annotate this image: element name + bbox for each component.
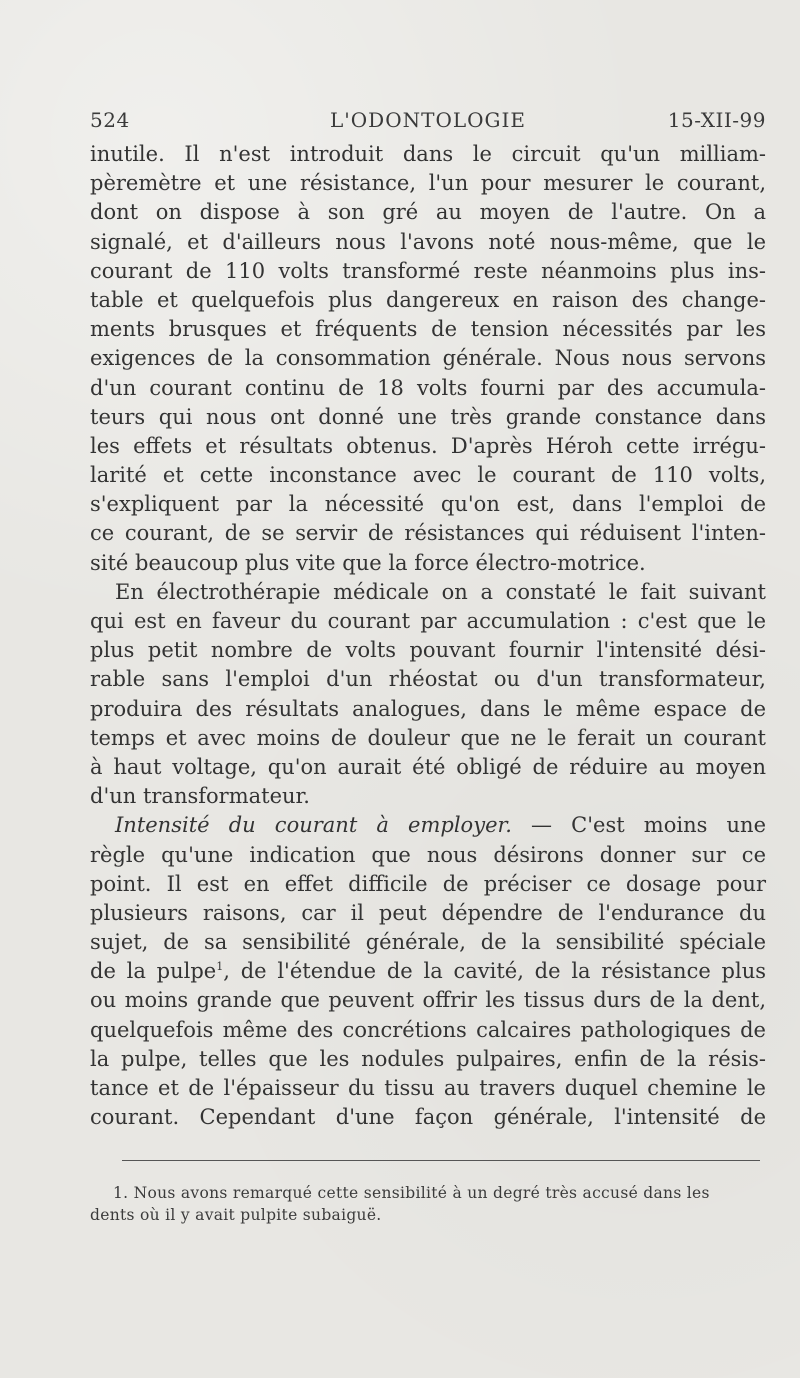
text-line: point. Il est en effet difficile de préciser ce dosage pour [90,871,766,896]
text-line: courant. Cependant d'une façon générale, l'intensité de [90,1105,766,1130]
text-line: inutile. Il n'est introduit dans le circuit qu'un milliam- [90,142,766,166]
text-line: quelquefois même des concrétions calcaires pathologiques de [90,1017,766,1042]
pulpe-line-end: , de l'étendue de la cavité, de la résistance plus [223,959,766,984]
text-line: signalé, et d'ailleurs nous l'avons noté nous-même, que le [90,229,766,254]
footnote-divider [122,1160,760,1161]
text-line: à haut voltage, qu'on aurait été obligé de réduire au moyen [90,754,766,779]
paragraph-end-line: sité beaucoup plus vite que la force électro-motrice. [90,550,646,575]
section-lead-text: — C'est moins une [531,813,766,838]
text-line: produira des résultats analogues, dans le même espace de [90,696,766,721]
footnote-marker: 1 [216,960,224,974]
text-line: les effets et résultats obtenus. D'après Héroh cette irrégu- [90,433,766,458]
text-line: s'expliquent par la nécessité qu'on est, dans l'emploi de [90,492,766,517]
issue-date: 15-XII-99 [667,108,766,132]
text-line: pèremètre et une résistance, l'un pour mesurer le courant, [90,171,766,196]
running-head [90,106,766,134]
page-number: 524 [90,108,130,132]
paragraph-start-line: En électrothérapie médicale on a constaté le fait suivant [115,579,766,604]
text-line: larité et cette inconstance avec le courant de 110 volts, [90,463,766,488]
text-line: teurs qui nous ont donné une très grande constance dans [90,404,766,429]
text-line: tance et de l'épaisseur du tissu au travers duquel chemine le [90,1076,766,1100]
text-line: table et quelquefois plus dangereux en raison des change- [90,287,766,312]
text-line-with-footnote [90,957,766,986]
text-line: qui est en faveur du courant par accumulation : c'est que le [90,609,766,633]
text-line: d'un courant continu de 18 volts fourni par des accumula- [90,375,766,400]
body-text [90,140,766,1132]
pulpe-line-start: de la pulpe [90,959,217,984]
text-line: plus petit nombre de volts pouvant fournir l'intensité dési- [90,638,766,663]
paragraph-end-line: d'un transformateur. [90,784,310,809]
text-line: ou moins grande que peuvent offrir les tissus durs de la dent, [90,988,766,1013]
text-line: règle qu'une indication que nous désirons donner sur ce [90,842,766,867]
footnote-line-2: dents où il y avait pulpite subaiguë. [90,1206,382,1224]
text-line: courant de 110 volts transformé reste néanmoins plus ins- [90,258,766,283]
text-line: plusieurs raisons, car il peut dépendre de l'endurance du [90,900,766,925]
footnote-line-1: 1. Nous avons remarqué cette sensibilité à un degré très accusé dans les [113,1184,710,1202]
text-line: ce courant, de se servir de résistances qui réduisent l'inten- [90,521,766,546]
text-line: ments brusques et fréquents de tension nécessités par les [90,317,766,342]
text-line: exigences de la consommation générale. Nous nous servons [90,346,766,371]
text-line: rable sans l'emploi d'un rhéostat ou d'un transformateur, [90,667,766,692]
text-line: sujet, de sa sensibilité générale, de la sensibilité spéciale [90,930,766,955]
section-heading-line [90,811,766,840]
journal-title: L'ODONTOLOGIE [330,108,526,132]
section-title: Intensité du courant à employer. [115,813,512,838]
footnote [90,1182,766,1226]
text-line: dont on dispose à son gré au moyen de l'autre. On a [90,200,766,225]
text-line: la pulpe, telles que les nodules pulpaires, enfin de la résis- [90,1046,766,1071]
text-line: temps et avec moins de douleur que ne le ferait un courant [90,725,766,750]
